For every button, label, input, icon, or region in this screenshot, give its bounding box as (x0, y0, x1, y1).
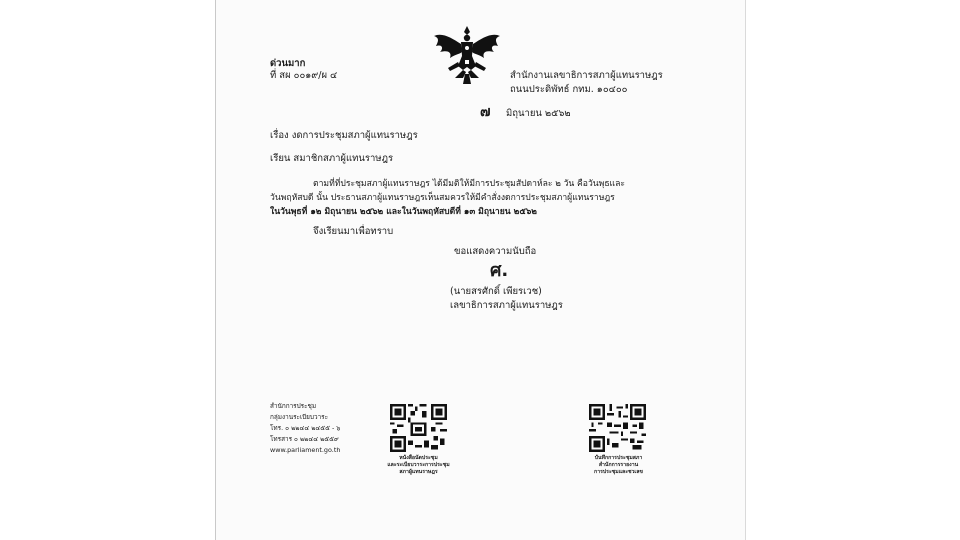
qr1-caption-line-1: หนังสือนัดประชุม (399, 455, 438, 461)
signer-name: (นายสรศักดิ์ เพียรเวช) (450, 286, 542, 297)
footer-department: สำนักการประชุม (270, 402, 317, 410)
reference-number: ที่ สผ ๐๐๑๙/ผ ๔ (270, 70, 338, 81)
date-month-year: มิถุนายน ๒๕๖๒ (506, 108, 571, 119)
date-day: ๗ (480, 104, 491, 120)
signer-title: เลขาธิการสภาผู้แทนราษฎร (450, 300, 563, 311)
qr-code-meeting-agenda-icon (390, 404, 447, 452)
scan-edge-right (745, 0, 746, 540)
qr2-caption-line-2: สำนักการรายงาน (598, 462, 639, 468)
body-line-2: วันพฤหัสบดี นั้น ประธานสภาผู้แทนราษฎรเห็นสมควรให้มีคำสั่งงดการประชุมสภาผู้แทนราษฎร (270, 193, 615, 203)
garuda-emblem-icon (432, 22, 502, 86)
qr1-caption-line-3: สภาผู้แทนราษฎร (399, 469, 438, 475)
qr1-caption-line-2: และระเบียบวาระการประชุม (387, 462, 450, 468)
qr2-caption-line-3: การประชุมและชวเลข (594, 469, 643, 475)
closing-salutation: ขอแสดงความนับถือ (454, 246, 537, 257)
body-line-4: จึงเรียนมาเพื่อทราบ (313, 226, 394, 237)
qr-code-meeting-record-icon (589, 404, 646, 452)
footer-website: www.parliament.go.th (270, 446, 341, 454)
footer-group: กลุ่มงานระเบียบวาระ (270, 413, 329, 421)
office-address: ถนนประดิพัทธ์ กทม. ๑๐๔๐๐ (510, 84, 628, 95)
office-name: สำนักงานเลขาธิการสภาผู้แทนราษฎร (510, 70, 663, 81)
qr2-caption-line-1: บันทึกการประชุมสภา (594, 455, 643, 461)
body-line-3: ในวันพุธที่ ๑๒ มิถุนายน ๒๕๖๒ และในวันพฤหัสบดีที่ ๑๓ มิถุนายน ๒๕๖๒ (270, 207, 537, 217)
urgency-label: ด่วนมาก (270, 58, 306, 69)
body-line-1: ตามที่ที่ประชุมสภาผู้แทนราษฎร ได้มีมติให้มีการประชุมสัปดาห์ละ ๒ วัน คือวันพุธและ (313, 179, 625, 189)
recipient-line: เรียน สมาชิกสภาผู้แทนราษฎร (270, 153, 394, 164)
footer-phone: โทร. ๐ ๒๒๔๔ ๒๔๕๕ - ๖ (270, 424, 341, 432)
footer-fax: โทรสาร ๐ ๒๒๔๔ ๒๕๕๙ (270, 435, 339, 443)
signature: ศ. (490, 260, 509, 281)
subject-line: เรื่อง งดการประชุมสภาผู้แทนราษฎร (270, 130, 418, 141)
